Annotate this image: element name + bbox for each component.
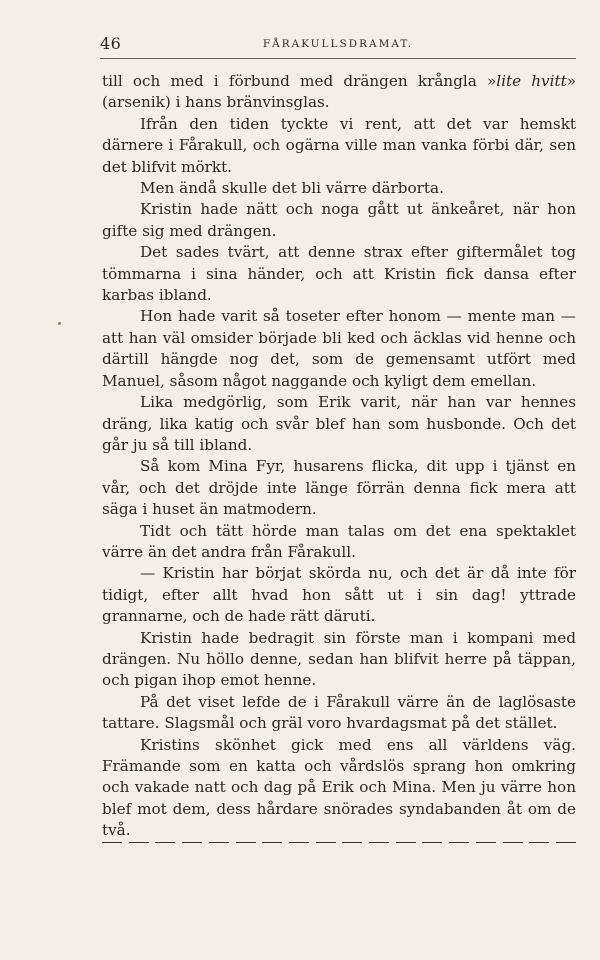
- running-title: FÅRAKULLSDRAMAT.: [262, 38, 414, 50]
- paragraph-11: Kristin hade bedragit sin förste man i kompani med drängen. Nu höllo denne, sedan han blifvit herre på täppan, och pigan ihop emot henne.: [102, 628, 576, 690]
- paragraph-3: Men ändå skulle det bli värre därborta.: [140, 179, 444, 198]
- paragraph-7: Lika medgörlig, som Erik varit, när han var hennes dräng, lika katig och svår blef han som husbonde. Och det går ju så till ibland.: [102, 393, 576, 454]
- paragraph-6: Hon hade varit så toseter efter honom — mente man — att han väl omsider började bli ked och äcklas vid henne och därtill hängde nog det, som de gemensamt utfört med Manuel, såsom något naggande och kyligt dem emellan.: [102, 307, 576, 390]
- paragraph-4: Kristin hade nätt och noga gått ut änkeåret, när hon gifte sig med drängen.: [102, 200, 576, 240]
- margin-mark: [58, 322, 61, 325]
- page-number: 46: [100, 34, 122, 53]
- paragraph-10: — Kristin har börjat skörda nu, och det är då inte för tidigt, efter allt hvad hon sått ut i sin dag! yttrade grannarne, och de hade rätt däruti.: [102, 564, 576, 626]
- paragraph-13: Kristins skönhet gick med ens all världens väg. Främande som en katta och vårdslös sprang hon omkring och vakade natt och dag på Erik och Mina. Men ju värre hon blef mot dem, dess hårdare snörades syndabanden åt om de två.: [102, 735, 576, 840]
- paragraph-9: Tidt och tätt hörde man talas om det ena spektaklet värre än det andra från Fårakull.: [102, 521, 576, 561]
- paragraph-12: På det viset lefde de i Fårakull värre än de laglösaste tattare. Slagsmål och gräl voro hvardagsmat på det stället.: [102, 692, 576, 733]
- body-text: [102, 71, 576, 842]
- section-break-dashes: [102, 834, 576, 843]
- paragraph-2: Ifrån den tiden tyckte vi rent, att det var hemskt därnere i Fårakull, och ogärna ville man vanka förbi där, sen det blifvit mörkt.: [102, 114, 576, 176]
- italic-phrase: lite hvitt: [496, 72, 567, 90]
- paragraph-1: till och med i förbund med drängen krångla »lite hvitt» (arsenik) i hans bränvinsglas.: [102, 72, 576, 112]
- page-header: [100, 34, 576, 56]
- paragraph-8: Så kom Mina Fyr, husarens flicka, dit upp i tjänst en vår, och det dröjde inte länge förrän denna fick mera att säga i huset än matmodern.: [102, 457, 576, 519]
- header-rule: [100, 58, 576, 59]
- paragraph-5: Det sades tvärt, att denne strax efter giftermålet tog tömmarna i sina händer, och att Kristin fick dansa efter karbas ibland.: [102, 243, 576, 305]
